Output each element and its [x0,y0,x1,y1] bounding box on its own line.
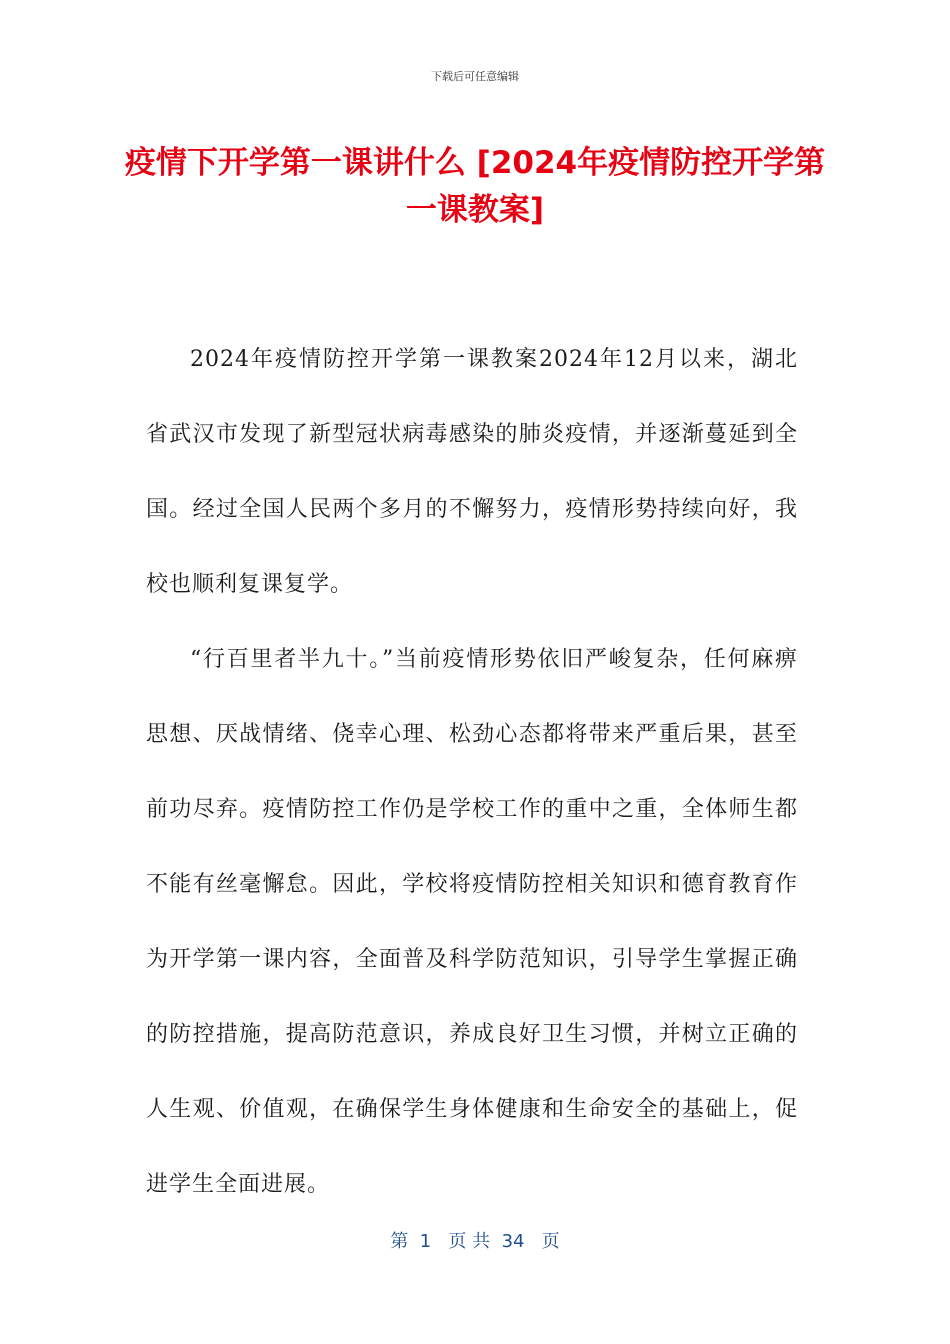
header-note: 下载后可任意编辑 [431,70,519,83]
paragraph-2: “行百里者半九十。”当前疫情形势依旧严峻复杂，任何麻痹思想、厌战情绪、侥幸心理、松劲心态都将带来严重后果，甚至前功尽弃。疫情防控工作仍是学校工作的重中之重，全体师生都不能有丝毫懈怠。因此，学校将疫情防控相关知识和德育教育作为开学第一课内容，全面普及科学防范知识，引导学生掌握正确的防控措施，提高防范意识，养成良好卫生习惯，并树立正确的人生观、价值观，在确保学生身体健康和生命安全的基础上，促进学生全面进展。 [146,647,798,1197]
paragraph-1: 2024年疫情防控开学第一课教案2024年12月以来，湖北省武汉市发现了新型冠状病毒感染的肺炎疫情，并逐渐蔓延到全国。经过全国人民两个多月的不懈努力，疫情形势持续向好，我校也顺利复课复学。 [146,347,798,597]
page-footer: 第 1 页 共 34 页 [390,1231,560,1252]
document-title: 疫情下开学第一课讲什么 [2024年疫情防控开学第一课教案] [124,145,826,228]
document-body [146,322,798,1222]
